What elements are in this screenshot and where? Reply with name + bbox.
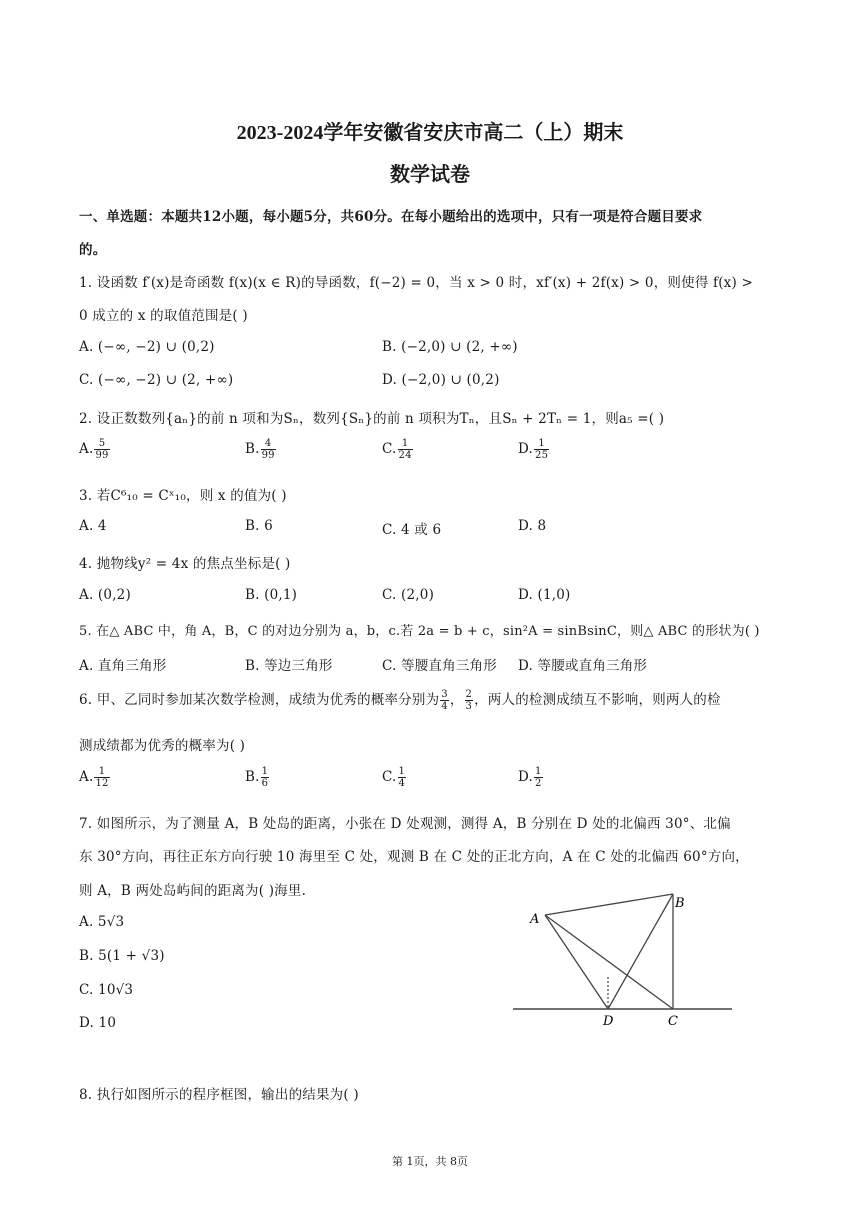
document-subtitle: 数学试卷 xyxy=(390,164,470,186)
q1-option-c: C. (−∞, −2) ∪ (2, +∞) xyxy=(79,372,234,388)
option-label: A. xyxy=(79,441,94,457)
option-label: A. xyxy=(79,769,94,785)
q6-option-d xyxy=(518,766,544,789)
q5-stem: 5. 在△ ABC 中，角 A，B，C 的对边分别为 a，b，c.若 2a = b + c，sin²A = sinBsinC，则△ ABC 的形状为( ) xyxy=(79,624,760,639)
q2-option-c xyxy=(382,438,414,461)
segment-ad xyxy=(545,915,608,1009)
fraction: $\frac{4}{99}$ xyxy=(261,438,275,461)
q3-option-c: C. 4 或 6 xyxy=(382,522,442,538)
q1-stem-line1: 1. 设函数 f′(x)是奇函数 f(x)(x ∈ R)的导函数，f(−2) = 0，当 x > 0 时，xf′(x) + 2f(x) > 0，则使得 f(x) > xyxy=(79,275,753,291)
q1-option-a: A. (−∞, −2) ∪ (0,2) xyxy=(79,339,215,355)
fraction: $\frac{1}{6}$ xyxy=(261,766,269,789)
q4-option-c: C. (2,0) xyxy=(382,587,435,603)
q7-stem-line3: 则 A，B 两处岛屿间的距离为( )海里. xyxy=(79,883,307,899)
q6-option-b xyxy=(245,766,270,789)
option-label: B. xyxy=(245,441,260,457)
option-label: C. xyxy=(382,769,397,785)
fraction: $\frac{5}{99}$ xyxy=(95,438,109,461)
page-footer: 第 1页，共 8页 xyxy=(392,1155,468,1168)
q5-option-b: B. 等边三角形 xyxy=(245,658,333,674)
q7-stem-line1: 7. 如图所示，为了测量 A，B 处岛的距离，小张在 D 处观测，测得 A，B 分别在 D 处的北偏西 30°、北偏 xyxy=(79,816,731,832)
q5-option-c: C. 等腰直角三角形 xyxy=(382,658,497,674)
segment-bd xyxy=(608,894,673,1009)
option-label: D. xyxy=(518,769,534,785)
q2-option-b xyxy=(245,438,277,461)
q4-stem: 4. 抛物线y² = 4x 的焦点坐标是( ) xyxy=(79,556,291,572)
q4-option-d: D. (1,0) xyxy=(518,587,571,603)
q5-option-d: D. 等腰或直角三角形 xyxy=(518,658,648,674)
q1-option-d: D. (−2,0) ∪ (0,2) xyxy=(382,372,500,388)
q7-option-c: C. 10√3 xyxy=(79,982,134,998)
q6-stem-line2: 测成绩都为优秀的概率为( ) xyxy=(79,738,246,754)
fraction: $\frac{1}{12}$ xyxy=(95,766,109,789)
fraction-2-3: $\frac{2}{3}$ xyxy=(465,689,473,712)
document-title: 2023-2024学年安徽省安庆市高二（上）期末 xyxy=(236,122,624,144)
label-d: D xyxy=(603,1014,614,1029)
q8-stem: 8. 执行如图所示的程序框图，输出的结果为( ) xyxy=(79,1087,359,1103)
fraction-3-4: $\frac{3}{4}$ xyxy=(441,689,448,712)
q7-option-d: D. 10 xyxy=(79,1015,117,1031)
section-heading-line2: 的。 xyxy=(79,242,107,258)
option-label: D. xyxy=(518,441,534,457)
label-b: B xyxy=(675,896,685,911)
q7-geometry-figure xyxy=(505,885,740,1030)
label-a: A xyxy=(530,912,540,927)
q2-option-a xyxy=(79,438,111,461)
q7-stem-line2: 东 30°方向，再往正东方向行驶 10 海里至 C 处，观测 B 在 C 处的正北方向，A 在 C 处的北偏西 60°方向， xyxy=(79,849,749,865)
q6-option-a xyxy=(79,766,111,789)
segment-ab xyxy=(545,894,673,915)
q7-option-a: A. 5√3 xyxy=(79,914,125,930)
q1-stem-line2: 0 成立的 x 的取值范围是( ) xyxy=(79,308,248,324)
q5-option-a: A. 直角三角形 xyxy=(79,658,167,674)
fraction: $\frac{1}{4}$ xyxy=(398,766,406,789)
q4-option-b: B. (0,1) xyxy=(245,587,298,603)
q2-option-d xyxy=(518,438,550,461)
option-label: C. xyxy=(382,441,397,457)
q2-stem: 2. 设正数数列{aₙ}的前 n 项和为Sₙ，数列{Sₙ}的前 n 项积为Tₙ，且Sₙ + 2Tₙ = 1，则a₅ =( ) xyxy=(79,411,665,427)
option-label: B. xyxy=(245,769,260,785)
fraction: $\frac{1}{2}$ xyxy=(535,766,542,789)
fraction: $\frac{1}{25}$ xyxy=(535,438,549,461)
q4-option-a: A. (0,2) xyxy=(79,587,131,603)
q6-stem-line1: 6. 甲、乙同时参加某次数学检测，成绩为优秀的概率分别为 $\frac{3}{4}$ ， $\frac{2}{3}$ ，两人的检测成绩互不影响，则两人的检 xyxy=(79,689,721,712)
q3-option-b: B. 6 xyxy=(245,518,273,534)
label-c: C xyxy=(668,1014,678,1029)
q3-stem: 3. 若C⁶₁₀ = Cˣ₁₀，则 x 的值为( ) xyxy=(79,488,287,504)
q1-option-b: B. (−2,0) ∪ (2, +∞) xyxy=(382,339,518,355)
section-heading-line1: 一、单选题：本题共12小题，每小题5分，共60分。在每小题给出的选项中，只有一项是符合题目要求 xyxy=(79,209,703,225)
q6-option-c xyxy=(382,766,407,789)
fraction: $\frac{1}{24}$ xyxy=(398,438,412,461)
q3-option-a: A. 4 xyxy=(79,518,107,534)
q3-option-d: D. 8 xyxy=(518,518,547,534)
q7-option-b: B. 5(1 + √3) xyxy=(79,948,165,964)
